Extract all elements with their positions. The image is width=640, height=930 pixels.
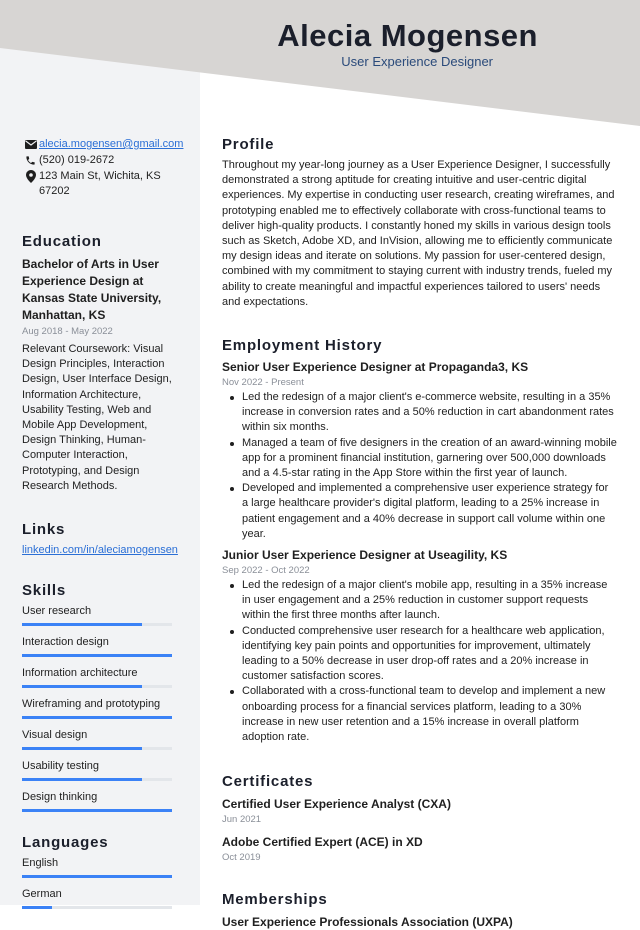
skill-item	[22, 728, 180, 750]
certificate-date: Oct 2019	[222, 852, 261, 864]
certificate-entry	[222, 834, 617, 863]
skill-label: Information architecture	[22, 667, 138, 680]
contact-address-row	[22, 169, 180, 199]
map-pin-icon	[22, 169, 39, 184]
skill-level-fill	[22, 623, 142, 626]
skill-item	[22, 790, 180, 812]
language-level-fill	[22, 875, 172, 878]
memberships-heading: Memberships	[222, 891, 328, 909]
certificates-heading: Certificates	[222, 773, 314, 791]
job-bullets	[222, 578, 617, 745]
language-label: English	[22, 857, 59, 870]
job-bullet: Conducted comprehensive user research for a healthcare web application, identifying key pain points and opportunities for improvement, ultimately leading to a 50% decrease in user drop-off rates and a 20% increase in customer satisfaction scores.	[222, 624, 617, 685]
education-degree: Bachelor of Arts in User Experience Design at Kansas State University, Manhattan, KS	[22, 257, 162, 322]
job-title: Junior User Experience Designer at Useagility, KS	[222, 548, 508, 563]
skill-level-bar	[22, 716, 172, 719]
skill-item	[22, 666, 180, 688]
links-heading: Links	[22, 521, 66, 539]
certificate-title: Adobe Certified Expert (ACE) in XD	[222, 835, 423, 850]
job-bullet: Managed a team of five designers in the creation of an award-winning mobile app for a prominent financial institution, garnering over 500,000 downloads and a 4.5-star rating in the App Store within the first year of launch.	[222, 436, 617, 482]
education-section	[22, 233, 180, 494]
job-entry	[222, 359, 617, 542]
job-bullets	[222, 390, 617, 542]
phone-icon	[22, 153, 39, 168]
language-item	[22, 856, 180, 878]
job-title: Senior User Experience Designer at Propaganda3, KS	[222, 360, 529, 375]
skill-level-bar	[22, 778, 172, 781]
languages-heading: Languages	[22, 834, 109, 852]
education-heading: Education	[22, 233, 102, 250]
job-bullet: Collaborated with a cross-functional team to develop and implement a new onboarding process for a financial services platform, leading to a 30% increase in new user retention and a 15% increase in overall platform adoption rate.	[222, 684, 617, 745]
language-level-bar	[22, 906, 172, 909]
job-dates: Nov 2022 - Present	[222, 377, 304, 389]
certificate-entry	[222, 796, 617, 825]
contact-email-row	[22, 137, 184, 152]
skill-label: User research	[22, 605, 92, 618]
skill-item	[22, 697, 180, 719]
linkedin-link[interactable]: linkedin.com/in/aleciamogensen	[22, 544, 178, 557]
language-label: German	[22, 888, 62, 901]
skill-level-fill	[22, 778, 142, 781]
job-bullet: Developed and implemented a comprehensive user experience strategy for a large healthcare provider's digital platform, leading to a 25% increase in patient engagement and a 40% decrease in support call volume within one year.	[222, 481, 617, 542]
skills-section	[22, 582, 180, 812]
skill-level-fill	[22, 747, 142, 750]
languages-list	[22, 856, 180, 909]
main-content	[222, 136, 617, 930]
candidate-name: Alecia Mogensen	[277, 18, 538, 53]
skill-level-bar	[22, 809, 172, 812]
profile-text: Throughout my year-long journey as a User Experience Designer, I successfully demonstrated a strong aptitude for creating intuitive and user-centric digital experiences. My expertise in conducting user research, creating wireframes, and prototyping enabled me to effectively collaborate with cross-functional teams to deliver high-quality products. I constantly honed my skills in various design tools such as Sketch, Adobe XD, and InVision, allowing me to efficiently communicate my design ideas and iterate on solutions. My passion for user-centered design, combined with my commitment to staying current with industry trends, fueled my ability to create meaningful and impactful experiences tailored to users' needs and expectations.	[222, 159, 615, 308]
certificate-title: Certified User Experience Analyst (CXA)	[222, 797, 451, 812]
envelope-icon	[22, 137, 39, 152]
skill-level-fill	[22, 654, 172, 657]
employment-heading: Employment History	[222, 337, 383, 355]
phone-number: (520) 019-2672	[39, 154, 115, 166]
contact-phone-row	[22, 153, 180, 168]
skill-label: Design thinking	[22, 791, 98, 804]
address: 123 Main St, Wichita, KS 67202	[39, 170, 161, 197]
skill-level-fill	[22, 809, 172, 812]
email-link[interactable]: alecia.mogensen@gmail.com	[39, 138, 184, 150]
skill-level-bar	[22, 747, 172, 750]
education-dates: Aug 2018 - May 2022	[22, 326, 113, 337]
memberships-section	[222, 891, 617, 930]
skill-level-fill	[22, 716, 172, 719]
language-level-bar	[22, 875, 172, 878]
skills-list	[22, 604, 180, 812]
membership-item: User Experience Professionals Association (UXPA)	[222, 915, 513, 930]
skill-label: Visual design	[22, 729, 88, 742]
employment-section	[222, 337, 617, 745]
skill-level-bar	[22, 685, 172, 688]
language-level-fill	[22, 906, 52, 909]
skill-item	[22, 604, 180, 626]
skill-level-bar	[22, 623, 172, 626]
links-section	[22, 521, 180, 556]
sidebar	[22, 137, 184, 909]
skill-label: Interaction design	[22, 636, 109, 649]
skill-level-fill	[22, 685, 142, 688]
skills-heading: Skills	[22, 582, 66, 600]
job-bullet: Led the redesign of a major client's e-commerce website, resulting in a 35% increase in conversion rates and a 50% reduction in cart abandonment rates within six months.	[222, 390, 617, 436]
certificates-section	[222, 773, 617, 863]
job-entry	[222, 547, 617, 745]
contact-block	[22, 137, 184, 199]
education-description: Relevant Coursework: Visual Design Principles, Interaction Design, User Interface Design, Information Architecture, Usability Testing, Web and Mobile App Development, Design Thinking, Human-Computer Interaction, Prototyping, and Design Research Methods.	[22, 343, 172, 492]
job-bullet: Led the redesign of a major client's mobile app, resulting in a 35% increase in user engagement and a 25% reduction in customer support requests within the first three months after launch.	[222, 578, 617, 624]
job-dates: Sep 2022 - Oct 2022	[222, 565, 310, 577]
skill-item	[22, 635, 180, 657]
certificate-date: Jun 2021	[222, 814, 262, 826]
profile-heading: Profile	[222, 136, 275, 153]
skill-level-bar	[22, 654, 172, 657]
skill-label: Wireframing and prototyping	[22, 698, 161, 711]
languages-section	[22, 834, 180, 909]
skill-label: Usability testing	[22, 760, 100, 773]
profile-section	[222, 136, 617, 310]
language-item	[22, 887, 180, 909]
candidate-title: User Experience Designer	[341, 54, 493, 69]
skill-item	[22, 759, 180, 781]
